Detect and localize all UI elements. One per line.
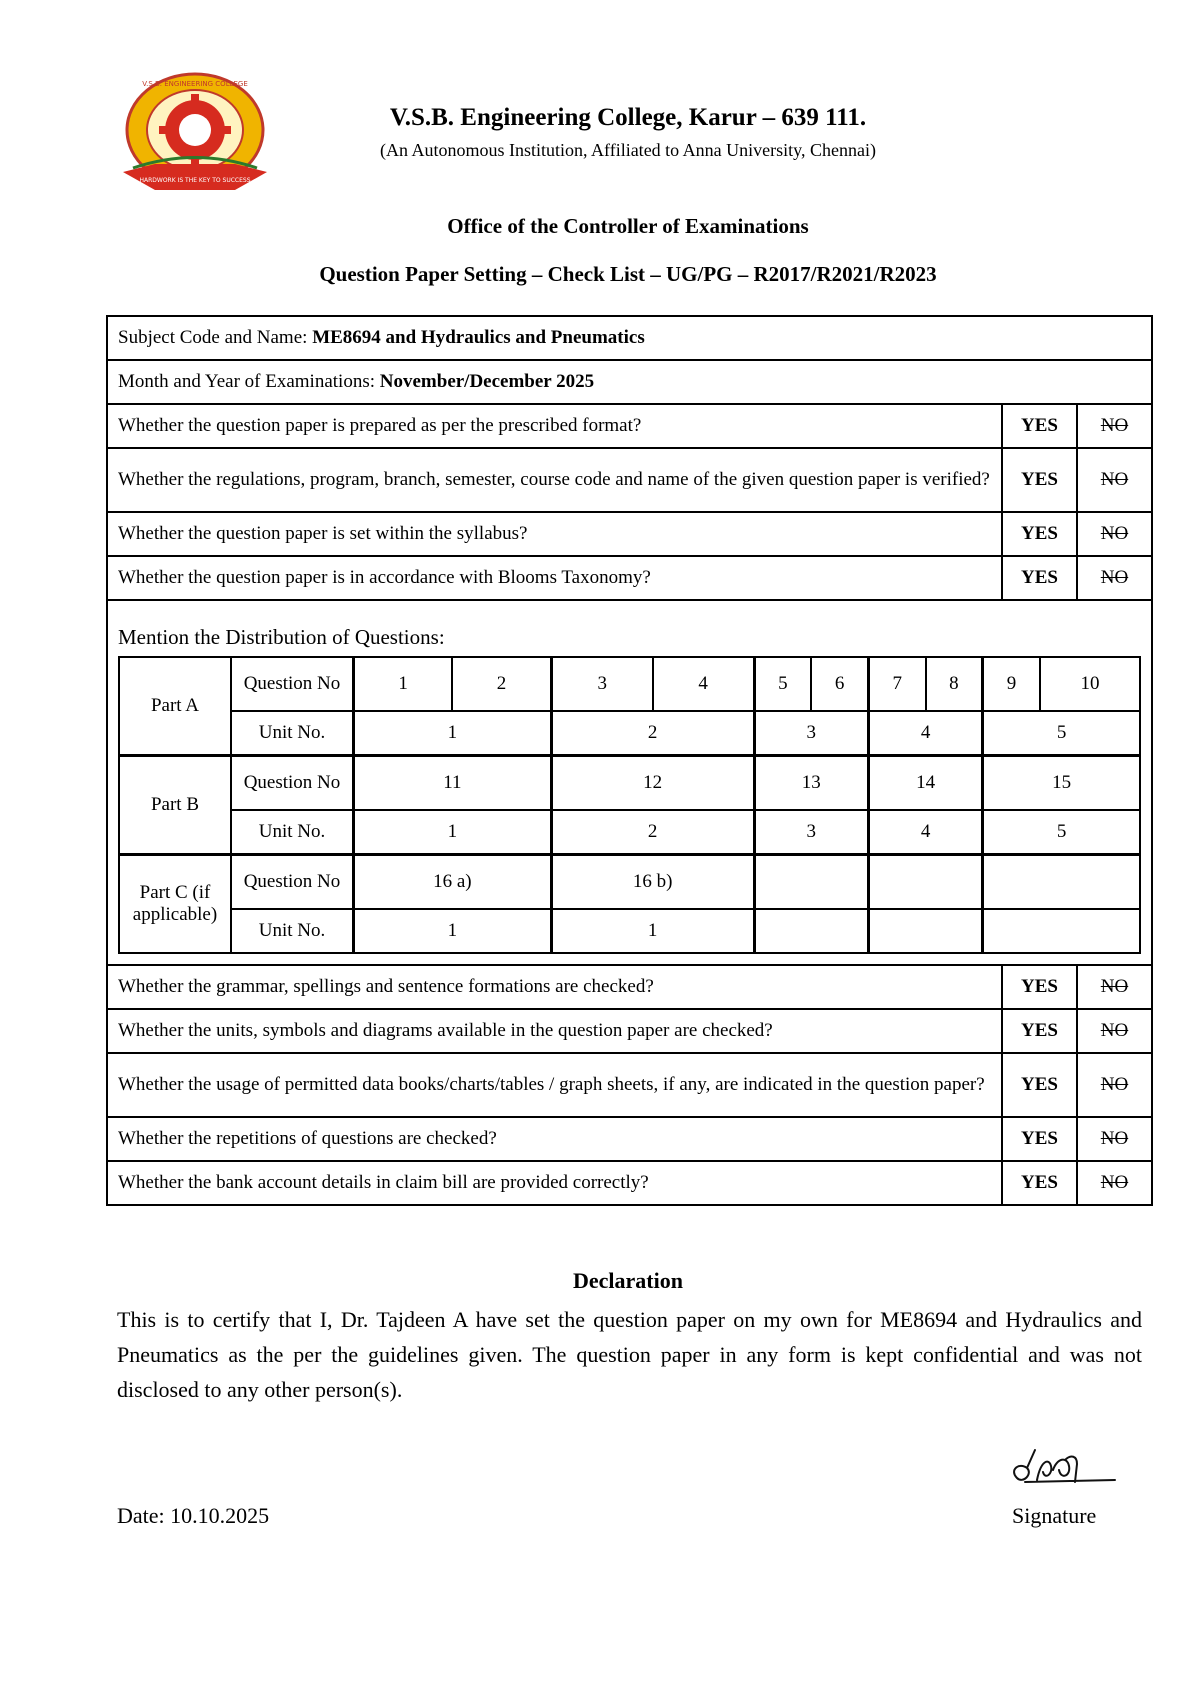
- distribution-title: Mention the Distribution of Questions:: [118, 625, 445, 649]
- no-answer-struck: NO: [1077, 1053, 1152, 1117]
- yes-answer: YES: [1002, 1009, 1077, 1053]
- question-no-label: Question No: [231, 657, 354, 711]
- office-title: Office of the Controller of Examinations: [447, 214, 809, 238]
- college-logo: [115, 72, 275, 202]
- empty-cell: [868, 855, 982, 910]
- unit-cell: 1: [354, 909, 552, 953]
- unit-cell: 1: [354, 711, 552, 756]
- check-question: Whether the units, symbols and diagrams available in the question paper are checked?: [107, 1009, 1002, 1053]
- unit-cell: 1: [551, 909, 754, 953]
- unit-cell: 1: [354, 810, 552, 855]
- unit-cell: 2: [551, 810, 754, 855]
- empty-cell: [983, 909, 1140, 953]
- empty-cell: [868, 909, 982, 953]
- question-cell: 3: [551, 657, 652, 711]
- question-cell: 4: [653, 657, 754, 711]
- question-cell: 13: [754, 756, 868, 811]
- subject-value: ME8694 and Hydraulics and Pneumatics: [312, 327, 645, 348]
- unit-no-label: Unit No.: [231, 909, 354, 953]
- declaration-title: Declaration: [573, 1268, 683, 1293]
- declaration-text: This is to certify that I, Dr. Tajdeen A have set the question paper on my own for ME8694 and Hydraulics and Pneumatics as the per the guidelines given. The question paper in any form is kept confidential and was not disclosed to any other person(s).: [117, 1307, 1142, 1402]
- signature-image: [1005, 1440, 1125, 1500]
- check-question: Whether the question paper is prepared as per the prescribed format?: [107, 404, 1002, 448]
- question-cell: 10: [1040, 657, 1140, 711]
- declaration-date: Date: 10.10.2025: [117, 1503, 270, 1528]
- unit-cell: 2: [551, 711, 754, 756]
- subject-label: Subject Code and Name:: [118, 327, 313, 348]
- question-cell: 1: [354, 657, 453, 711]
- yes-answer: YES: [1002, 448, 1077, 512]
- yes-answer: YES: [1002, 1161, 1077, 1205]
- question-cell: 2: [452, 657, 551, 711]
- no-answer-struck: NO: [1077, 556, 1152, 600]
- check-question: Whether the question paper is in accordance with Blooms Taxonomy?: [107, 556, 1002, 600]
- question-no-label: Question No: [231, 756, 354, 811]
- unit-cell: 3: [754, 711, 868, 756]
- check-question: Whether the question paper is set within the syllabus?: [107, 512, 1002, 556]
- question-cell: 15: [983, 756, 1140, 811]
- unit-no-label: Unit No.: [231, 711, 354, 756]
- part-c-label: Part C (if applicable): [119, 855, 231, 954]
- yes-answer: YES: [1002, 1117, 1077, 1161]
- no-answer-struck: NO: [1077, 404, 1152, 448]
- no-answer-struck: NO: [1077, 1009, 1152, 1053]
- exam-row: [107, 360, 1152, 404]
- check-question: Whether the repetitions of questions are checked?: [107, 1117, 1002, 1161]
- no-answer-struck: NO: [1077, 965, 1152, 1009]
- checklist-title: Question Paper Setting – Check List – UG/PG – R2017/R2021/R2023: [319, 262, 937, 286]
- question-cell: 9: [983, 657, 1040, 711]
- part-b-label: Part B: [119, 756, 231, 855]
- check-question: Whether the grammar, spellings and sentence formations are checked?: [107, 965, 1002, 1009]
- distribution-table: [118, 656, 1141, 954]
- question-cell: 11: [354, 756, 552, 811]
- empty-cell: [754, 855, 868, 910]
- check-question: Whether the usage of permitted data books/charts/tables / graph sheets, if any, are indicated in the question paper?: [107, 1053, 1002, 1117]
- unit-cell: 4: [868, 810, 982, 855]
- check-question: Whether the regulations, program, branch, semester, course code and name of the given question paper is verified?: [107, 448, 1002, 512]
- yes-answer: YES: [1002, 1053, 1077, 1117]
- logo-motto: HARDWORK IS THE KEY TO SUCCESS: [139, 177, 251, 184]
- question-cell: 8: [926, 657, 983, 711]
- question-cell: 7: [868, 657, 925, 711]
- college-name: V.S.B. Engineering College, Karur – 639 111.: [389, 104, 867, 131]
- question-cell: 16 b): [551, 855, 754, 910]
- question-cell: 16 a): [354, 855, 552, 910]
- unit-cell: 3: [754, 810, 868, 855]
- question-cell: 5: [754, 657, 811, 711]
- check-question: Whether the bank account details in claim bill are provided correctly?: [107, 1161, 1002, 1205]
- yes-answer: YES: [1002, 512, 1077, 556]
- distribution-section: [107, 600, 1152, 965]
- no-answer-struck: NO: [1077, 1161, 1152, 1205]
- checklist-table: [106, 315, 1153, 1206]
- yes-answer: YES: [1002, 556, 1077, 600]
- part-a-label: Part A: [119, 657, 231, 756]
- logo-text: V.S.B. ENGINEERING COLLEGE: [142, 80, 248, 88]
- subject-row: [107, 316, 1152, 360]
- signature-label: Signature: [1012, 1503, 1097, 1528]
- affiliation: (An Autonomous Institution, Affiliated to Anna University, Chennai): [380, 140, 876, 160]
- no-answer-struck: NO: [1077, 448, 1152, 512]
- unit-cell: 4: [868, 711, 982, 756]
- yes-answer: YES: [1002, 965, 1077, 1009]
- empty-cell: [983, 855, 1140, 910]
- question-no-label: Question No: [231, 855, 354, 910]
- unit-no-label: Unit No.: [231, 810, 354, 855]
- empty-cell: [754, 909, 868, 953]
- unit-cell: 5: [983, 711, 1140, 756]
- exam-value: November/December 2025: [379, 371, 595, 392]
- yes-answer: YES: [1002, 404, 1077, 448]
- unit-cell: 5: [983, 810, 1140, 855]
- no-answer-struck: NO: [1077, 1117, 1152, 1161]
- exam-label: Month and Year of Examinations:: [118, 371, 380, 392]
- question-cell: 6: [811, 657, 868, 711]
- question-cell: 14: [868, 756, 982, 811]
- no-answer-struck: NO: [1077, 512, 1152, 556]
- question-cell: 12: [551, 756, 754, 811]
